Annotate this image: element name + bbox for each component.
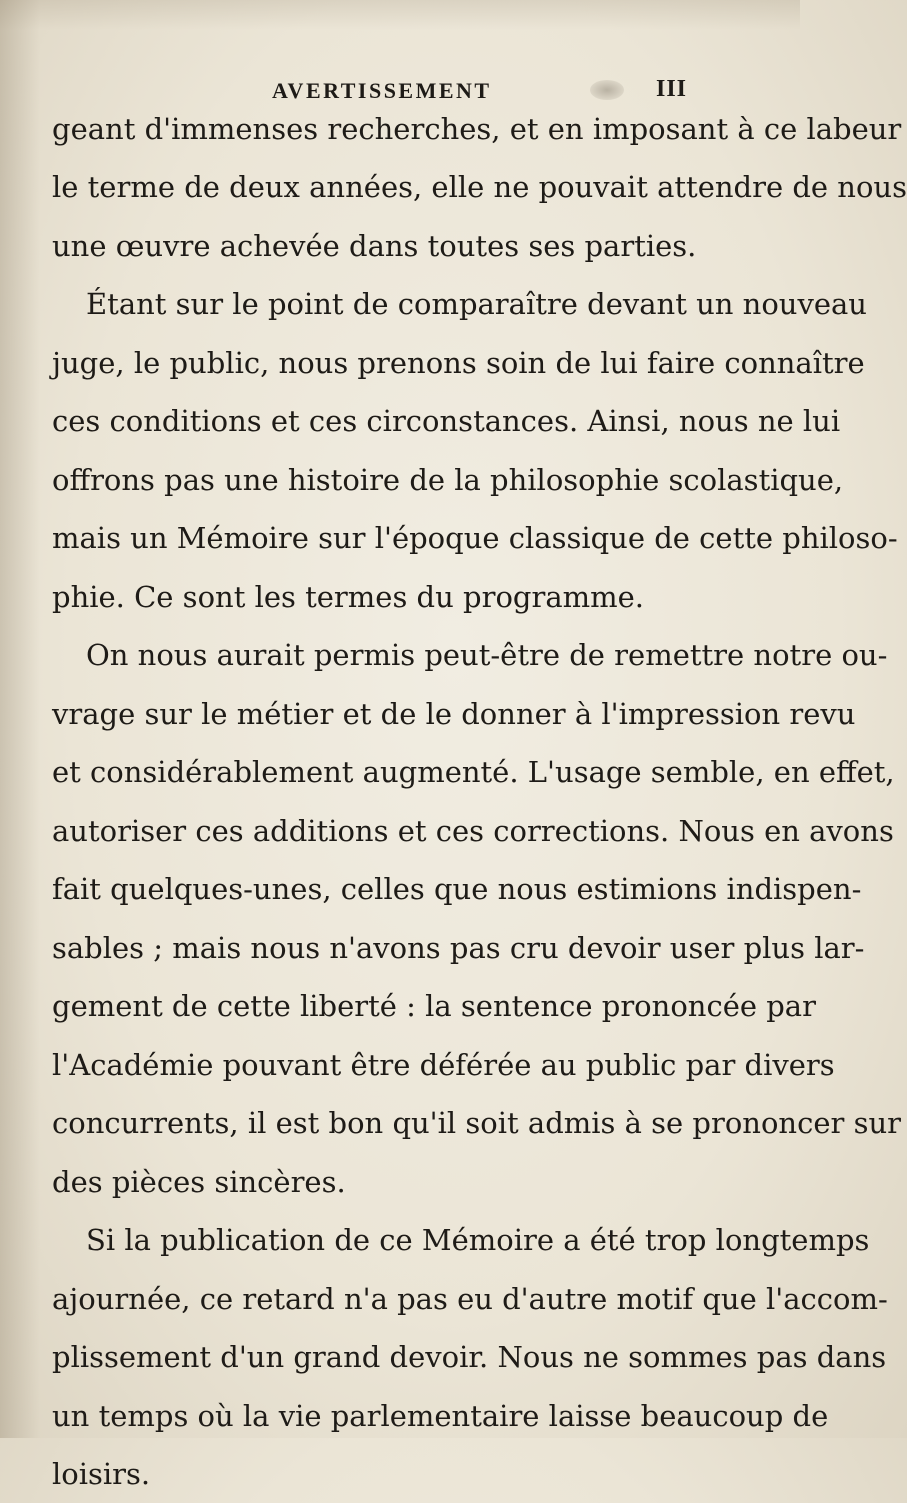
text-line: loisirs. <box>52 1457 151 1491</box>
text-line: une œuvre achevée dans toutes ses parties. <box>52 229 697 263</box>
text-line: mais un Mémoire sur l'époque classique de cette philoso- <box>52 521 898 555</box>
text-line: phie. Ce sont les termes du programme. <box>52 580 644 614</box>
text-line: vrage sur le métier et de le donner à l'impression revu <box>52 697 856 731</box>
text-line: On nous aurait permis peut-être de remettre notre ou- <box>86 638 888 672</box>
text-line: ajournée, ce retard n'a pas eu d'autre motif que l'accom- <box>52 1282 888 1316</box>
text-line: concurrents, il est bon qu'il soit admis à se prononcer sur <box>52 1106 902 1140</box>
text-line: un temps où la vie parlementaire laisse beaucoup de <box>52 1399 829 1433</box>
text-line: et considérablement augmenté. L'usage semble, en effet, <box>52 755 895 789</box>
ink-smudge <box>590 80 624 100</box>
text-line: geant d'immenses recherches, et en imposant à ce labeur <box>52 112 902 146</box>
text-line: Si la publication de ce Mémoire a été trop longtemps <box>86 1223 870 1257</box>
text-line: offrons pas une histoire de la philosophie scolastique, <box>52 463 844 497</box>
text-line: juge, le public, nous prenons soin de lui faire connaître <box>52 346 865 380</box>
page-top-shadow <box>0 0 800 30</box>
text-line: Étant sur le point de comparaître devant un nouveau <box>86 287 867 321</box>
text-line: ces conditions et ces circonstances. Ainsi, nous ne lui <box>52 404 841 438</box>
running-title: AVERTISSEMENT <box>272 78 492 103</box>
text-line: autoriser ces additions et ces corrections. Nous en avons <box>52 814 894 848</box>
text-line: le terme de deux années, elle ne pouvait attendre de nous <box>52 170 907 204</box>
text-line: l'Académie pouvant être déférée au public par divers <box>52 1048 835 1082</box>
text-line: des pièces sincères. <box>52 1165 346 1199</box>
text-line: fait quelques-unes, celles que nous estimions indispen- <box>52 872 862 906</box>
text-line: plissement d'un grand devoir. Nous ne sommes pas dans <box>52 1340 887 1374</box>
text-line: sables ; mais nous n'avons pas cru devoir user plus lar- <box>52 931 865 965</box>
text-line: gement de cette liberté : la sentence prononcée par <box>52 989 816 1023</box>
page-number: III <box>656 76 688 102</box>
